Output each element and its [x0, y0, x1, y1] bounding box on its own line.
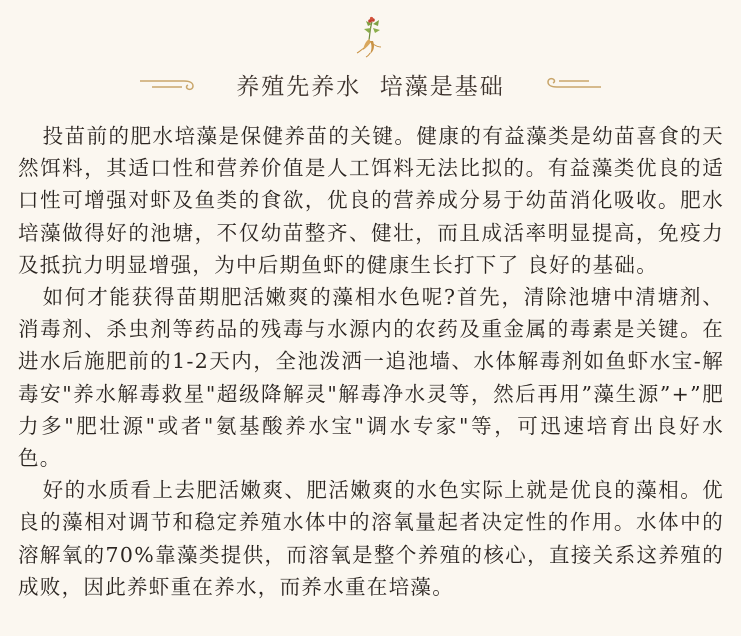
ginseng-root-icon	[348, 14, 392, 58]
paragraph-2: 如何才能获得苗期肥活嫩爽的藻相水色呢?首先，清除池塘中清塘剂、消毒剂、杀虫剂等药品的残毒与水源内的农药及重金属的毒素是关键。在进水后施肥前的1-2天内，全池泼洒一追池墙、水体解毒剂如鱼虾水宝-解毒安"养水解毒救星"超级降解灵"解毒净水灵等，然后再用”藻生源”+”肥力多"肥壮源"或者"氨基酸养水宝"调水专家"等，可迅速培育出良好水色。	[18, 285, 724, 471]
right-ornament	[539, 74, 603, 94]
paragraph-3: 好的水质看上去肥活嫩爽、肥活嫩爽的水色实际上就是优良的藻相。优良的藻相对调节和稳定养殖水体中的溶氧量起者决定性的作用。水体中的溶解氧的70%靠藻类提供，而溶氧是整个养殖的核心，直接关系这养殖的成败，因此养虾重在养水，而养水重在培藻。	[18, 478, 724, 599]
page-title: 养殖先养水 培藻是基础	[236, 73, 505, 100]
title-row	[0, 64, 741, 104]
article-body	[18, 120, 724, 603]
paragraph-1: 投苗前的肥水培藻是保健养苗的关键。健康的有益藻类是幼苗喜食的天然饵料，其适口性和营养价值是人工饵料无法比拟的。有益藻类优良的适口性可增强对虾及鱼类的食欲，优良的营养成分易于幼苗消化吸收。肥水培藻做得好的池塘，不仅幼苗整齐、健壮，而且成活率明显提高，免疫力及抵抗力明显增强，为中后期鱼虾的健康生长打下了 良好的基础。	[18, 124, 724, 277]
left-ornament	[138, 74, 202, 94]
